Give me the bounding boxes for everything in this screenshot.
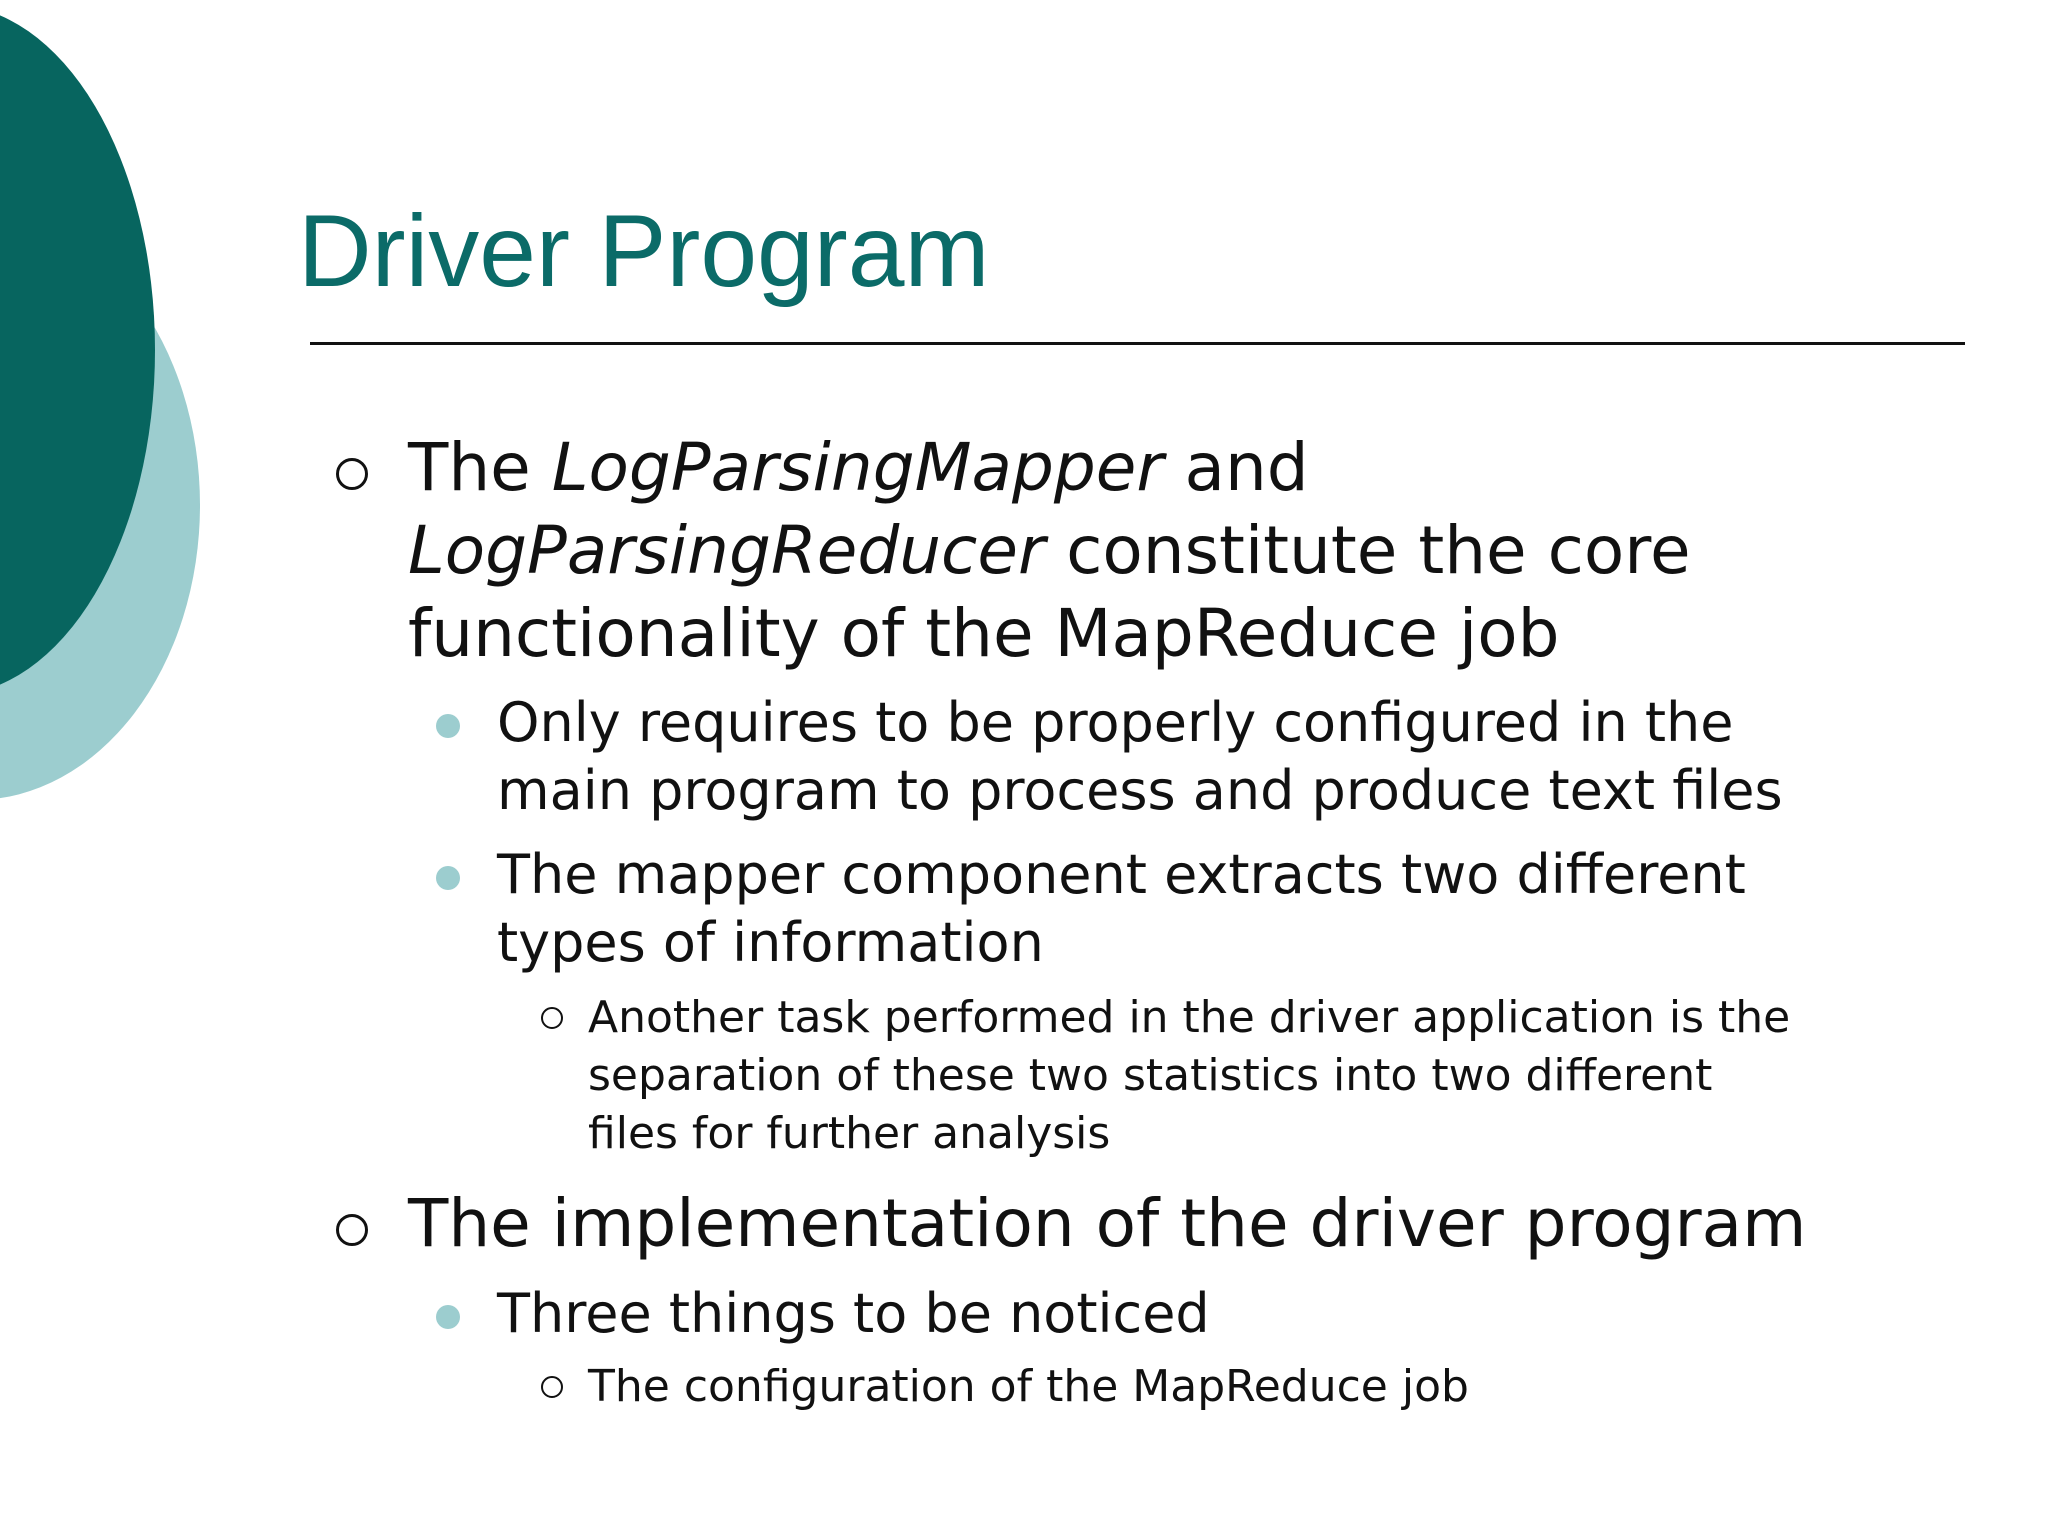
bullet-line: types of information — [497, 911, 1044, 974]
bullet-line — [408, 426, 1691, 509]
small-hollow-circle-bullet-icon — [541, 1376, 563, 1398]
bullet-line: Only requires to be properly configured in the — [497, 691, 1734, 754]
text-run: The — [408, 429, 552, 506]
bullet-text — [497, 841, 1746, 977]
bullet-line: files for further analysis — [588, 1108, 1111, 1159]
class-name-mapper: LogParsingMapper — [551, 429, 1164, 506]
bullet-text — [588, 1358, 1469, 1416]
small-hollow-circle-bullet-icon — [541, 1007, 563, 1029]
hollow-circle-bullet-icon — [336, 458, 368, 490]
bullet-line — [408, 509, 1691, 592]
bullet-line: Another task performed in the driver application is the — [588, 992, 1791, 1043]
bullet-line: functionality of the MapReduce job — [408, 595, 1560, 672]
solid-dot-bullet-icon — [436, 866, 460, 890]
bullet-line: The implementation of the driver program — [408, 1185, 1807, 1262]
solid-dot-bullet-icon — [436, 714, 460, 738]
bullet-text — [588, 989, 1790, 1163]
title-divider — [310, 342, 1965, 345]
hollow-circle-bullet-icon — [336, 1214, 368, 1246]
text-run: and — [1163, 429, 1309, 506]
class-name-reducer: LogParsingReducer — [408, 512, 1046, 589]
bullet-text — [497, 689, 1783, 825]
bullet-text — [408, 1182, 1806, 1265]
bullet-line: Three things to be noticed — [497, 1282, 1210, 1345]
bullet-line: separation of these two statistics into two different — [588, 1050, 1713, 1101]
bullet-line: The configuration of the MapReduce job — [588, 1361, 1469, 1412]
text-run: constitute the core — [1045, 512, 1691, 589]
bullet-line: The mapper component extracts two different — [497, 843, 1746, 906]
bullet-text — [497, 1280, 1210, 1348]
bullet-line: main program to process and produce text files — [497, 759, 1783, 822]
solid-dot-bullet-icon — [436, 1305, 460, 1329]
slide-title: Driver Program — [298, 194, 990, 308]
bullet-text — [408, 426, 1691, 675]
